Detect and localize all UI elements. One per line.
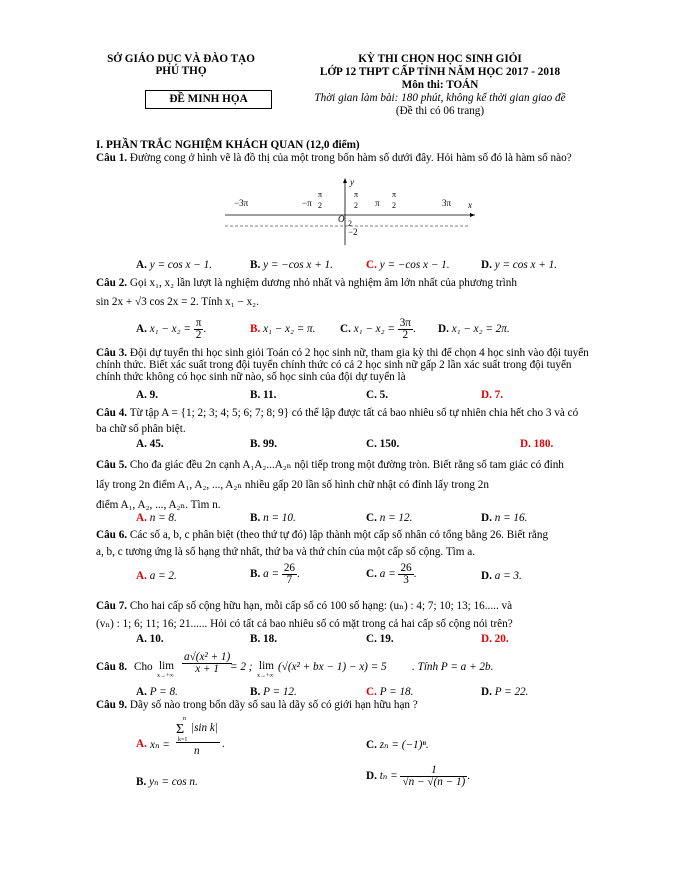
tick-half-pi-num: π <box>354 190 359 199</box>
q6-text-2: a, b, c tương ứng là số hạng thứ nhất, thứ ba và thứ chín của một cấp số cộng. Tìm a. <box>96 546 476 558</box>
exam-time: Thời gian làm bài: 180 phút, không kể thời gian giao đề <box>314 92 566 104</box>
q9-option-c[interactable]: C. zₙ = (−1)ⁿ. <box>366 739 429 751</box>
tick-half-pi-den: 2 <box>354 201 358 210</box>
tick-pi: π <box>375 198 380 208</box>
q7-text-2: (vₙ) : 1; 6; 11; 16; 21...... Hỏi có tất cả bao nhiêu số có mặt trong cả hai cấp số cộng nói trên? <box>96 618 513 630</box>
q7-option-b[interactable]: B. 18. <box>250 633 278 645</box>
q8-lim-1-sub: x→+∞ <box>157 673 174 679</box>
q2-text-1: Gọi x₁, x₂ lần lượt là nghiệm dương nhỏ nhất và nghiệm âm lớn nhất của phương trình <box>129 277 517 289</box>
section-title: I. PHẦN TRẮC NGHIỆM KHÁCH QUAN (12,0 điểm) <box>96 139 360 151</box>
q6-text-1: Các số a, b, c phân biệt (theo thứ tự đó) lập thành một cấp số nhân có tổng bằng 26. Biết rằng <box>129 529 549 541</box>
q5-option-a[interactable]: A. n = 8. <box>136 512 177 524</box>
question-7 <box>96 597 596 633</box>
q2-option-b[interactable]: B. x₁ − x₂ = π. <box>250 323 316 335</box>
q3-option-b[interactable]: B. 11. <box>250 389 277 401</box>
tick-pi2-num: π <box>392 190 397 199</box>
question-9 <box>96 699 596 712</box>
q4-option-b[interactable]: B. 99. <box>250 438 278 450</box>
q2-option-a[interactable]: A. x₁ − x₂ = $\frac{\pi}{2}$ . <box>136 317 207 341</box>
q4-label: Câu 4. <box>96 407 128 419</box>
q1-text: Đường cong ở hình vẽ là đồ thị của một trong bốn hàm số dưới đây. Hỏi hàm số đó là hàm số nào? <box>129 152 572 164</box>
question-1 <box>96 152 596 165</box>
question-6 <box>96 527 596 561</box>
q9-option-d[interactable]: D. tₙ = $\frac{1}{√n - √(n - 1)}$ . <box>366 764 471 788</box>
q8-option-c[interactable]: C. P = 18. <box>366 686 414 698</box>
q5-option-b[interactable]: B. n = 10. <box>250 512 296 524</box>
y-axis-arrow <box>343 178 347 183</box>
q9-option-a[interactable]: A. xₙ = n Σ k=1 |sin k| n . <box>136 716 225 757</box>
q7-option-d[interactable]: D. 20. <box>481 633 509 645</box>
q3-label: Câu 3. <box>96 347 128 359</box>
q1-label: Câu 1. <box>96 152 128 164</box>
q5-option-c[interactable]: C. n = 12. <box>366 512 413 524</box>
q8-lim-2: lim <box>259 660 274 672</box>
q9-text: Dãy số nào trong bốn dãy số sau là dãy số có giới hạn hữu hạn ? <box>129 699 418 711</box>
tick-3pi: 3π <box>442 198 452 208</box>
tick-pi2-den: 2 <box>392 201 396 210</box>
q2-option-c[interactable]: C. x₁ − x₂ = $\frac{3\pi}{2}$ . <box>340 317 416 341</box>
question-4 <box>96 405 596 437</box>
tick-neg-pi: −π <box>302 198 312 208</box>
q2-text-2: sin 2x + √3 cos 2x = 2. Tính x₁ − x₂. <box>96 296 259 308</box>
y-minus-1-mark: 2 <box>348 219 352 228</box>
q7-option-c[interactable]: C. 19. <box>366 633 394 645</box>
q5-text-1: Cho đa giác đều 2n cạnh A₁A₂...A₂ₙ nội tiếp trong một đường tròn. Biết rằng số tam giác có đỉnh <box>129 459 564 471</box>
exam-header <box>300 53 580 118</box>
q6-option-a[interactable]: A. a = 2. <box>136 570 177 582</box>
y-axis-label: y <box>350 177 354 187</box>
q5-label: Câu 5. <box>96 459 128 471</box>
q8-eq-1: = 2 ; <box>230 661 253 673</box>
question-2 <box>96 277 596 309</box>
y-minus-2-label: −2 <box>348 227 358 237</box>
tick-neg-half-pi-num: π <box>318 190 323 199</box>
q8-tail: . Tính P = a + 2b. <box>412 661 494 673</box>
department-line-1: SỞ GIÁO DỤC VÀ ĐÀO TẠO <box>107 53 255 65</box>
question-8 <box>96 652 606 682</box>
q4-option-c[interactable]: C. 150. <box>366 438 400 450</box>
exam-pages: (Đề thi có 06 trang) <box>395 105 485 117</box>
q4-option-d[interactable]: D. 180. <box>520 438 554 450</box>
q8-option-b[interactable]: B. P = 12. <box>250 686 297 698</box>
q7-option-a[interactable]: A. 10. <box>136 633 164 645</box>
x-axis-arrow <box>470 213 475 217</box>
q8-lim-1: lim <box>159 660 174 672</box>
q1-option-a[interactable]: A. y = cos x − 1. <box>136 259 213 271</box>
q5-text-3: điểm A₁, A₂, ..., A₂ₙ. Tìm n. <box>96 499 221 511</box>
q4-text-1: Từ tập A = {1; 2; 3; 4; 5; 6; 7; 8; 9} có thể lập được tất cả bao nhiêu số tự nhiên chia hết cho 3 và có <box>129 407 579 419</box>
department-name <box>96 53 266 77</box>
q1-option-b[interactable]: B. y = −cos x + 1. <box>250 259 333 271</box>
cosine-graph <box>220 175 480 250</box>
q6-option-d[interactable]: D. a = 3. <box>481 570 522 582</box>
sample-exam-stamp: ĐỀ MINH HỌA <box>145 90 272 109</box>
q6-option-b[interactable]: B. a = $\frac{26}{7}$ . <box>250 562 300 586</box>
department-line-2: PHÚ THỌ <box>155 65 207 77</box>
q8-option-d[interactable]: D. P = 22. <box>481 686 529 698</box>
origin-label: O <box>338 214 345 224</box>
q5-option-d[interactable]: D. n = 16. <box>481 512 528 524</box>
exam-title: KỲ THI CHỌN HỌC SINH GIỎI <box>358 53 522 65</box>
sigma-symbol: Σ <box>176 722 185 737</box>
q7-label: Câu 7. <box>96 600 128 612</box>
q8-frac-denominator: x + 1 <box>195 663 219 675</box>
question-3 <box>96 348 596 383</box>
q8-cho: Cho <box>134 661 153 673</box>
q2-option-d[interactable]: D. x₁ − x₂ = 2π. <box>438 323 510 335</box>
q9-label: Câu 9. <box>96 699 128 711</box>
q9-a-fraction-bar <box>176 742 220 743</box>
x-axis-label: x <box>468 200 472 210</box>
q8-lim-2-body: (√(x² + bx − 1) − x) = 5 <box>278 661 387 673</box>
q6-label: Câu 6. <box>96 529 128 541</box>
q9-option-b[interactable]: B. yₙ = cos n. <box>136 776 198 788</box>
question-5 <box>96 455 596 515</box>
tick-neg-3pi: −3π <box>234 198 249 208</box>
q4-text-2: ba chữ số phân biệt. <box>96 423 186 435</box>
q8-frac-numerator: a√(x² + 1) <box>184 651 231 663</box>
q8-option-a[interactable]: A. P = 8. <box>136 686 178 698</box>
q1-option-c[interactable]: C. y = −cos x − 1. <box>366 259 450 271</box>
q3-text: Đội dự tuyển thi học sinh giỏi Toán có 2 học sinh nữ, tham gia kỳ thi để chọn 4 học sinh vào đội tuyển chính thức. Biết xác suất trong đội tuyển chính thức có cả 2 học sinh nữ gấp 2 lần xác suất trong đội tuyển chính thức không có học sinh nữ nào, số học sinh của đội dự tuyển là <box>96 347 589 383</box>
q1-option-d[interactable]: D. y = cos x + 1. <box>481 259 558 271</box>
tick-neg-half-pi-den: 2 <box>318 201 322 210</box>
q7-text-1: Cho hai cấp số cộng hữu hạn, mỗi cấp số có 100 số hạng: (uₙ) : 4; 7; 10; 13; 16..... và <box>129 600 513 612</box>
q5-text-2: lấy trong 2n điểm A₁, A₂, ..., A₂ₙ nhiều gấp 20 lần số hình chữ nhật có đỉnh lấy trong 2n <box>96 479 489 491</box>
exam-subject: Môn thi: TOÁN <box>401 79 479 91</box>
q4-option-a[interactable]: A. 45. <box>136 438 164 450</box>
q8-lim-2-sub: x→+∞ <box>257 673 274 679</box>
q3-option-a[interactable]: A. 9. <box>136 389 159 401</box>
q3-option-c[interactable]: C. 5. <box>366 389 389 401</box>
q6-option-c[interactable]: C. a = $\frac{26}{3}$ . <box>366 562 417 586</box>
q8-label: Câu 8. <box>96 661 128 673</box>
q3-option-d[interactable]: D. 7. <box>481 389 504 401</box>
exam-grade: LỚP 12 THPT CẤP TỈNH NĂM HỌC 2017 - 2018 <box>319 66 561 78</box>
q2-label: Câu 2. <box>96 277 128 289</box>
